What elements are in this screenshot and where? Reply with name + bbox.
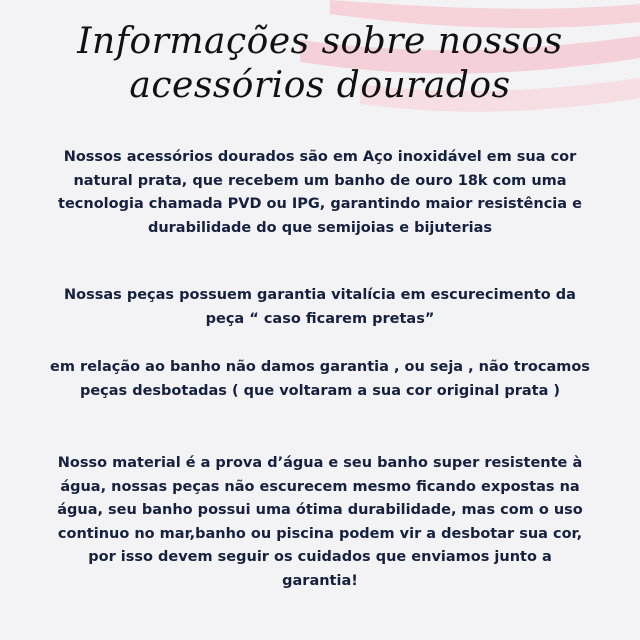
paragraph-material: Nossos acessórios dourados são em Aço inoxidável em sua cor natural prata, que recebem um banho de ouro 18k com uma tecnologia chamada PVD ou IPG, garantindo maior resistência e durabilidade do que semijoias e bijuterias — [58, 149, 582, 236]
paragraph-warranty: Nossas peças possuem garantia vitalícia em escurecimento da peça “ caso ficarem pretas” — [64, 287, 576, 327]
paragraph-water-resistance: Nosso material é a prova d’água e seu banho super resistente à água, nossas peças não escurecem mesmo ficando expostas na água, seu banho possui uma ótima durabilidade, mas com o uso continuo no mar,banho ou piscina podem vir a desbotar sua cor, por isso devem seguir os cuidados que enviamos junto a garantia! — [57, 455, 583, 589]
paragraph-plating-warranty: em relação ao banho não damos garantia , ou seja , não trocamos peças desbotadas ( que voltaram a sua cor original prata ) — [50, 359, 590, 399]
page-title: Informações sobre nossos acessórios dourados — [77, 21, 563, 106]
